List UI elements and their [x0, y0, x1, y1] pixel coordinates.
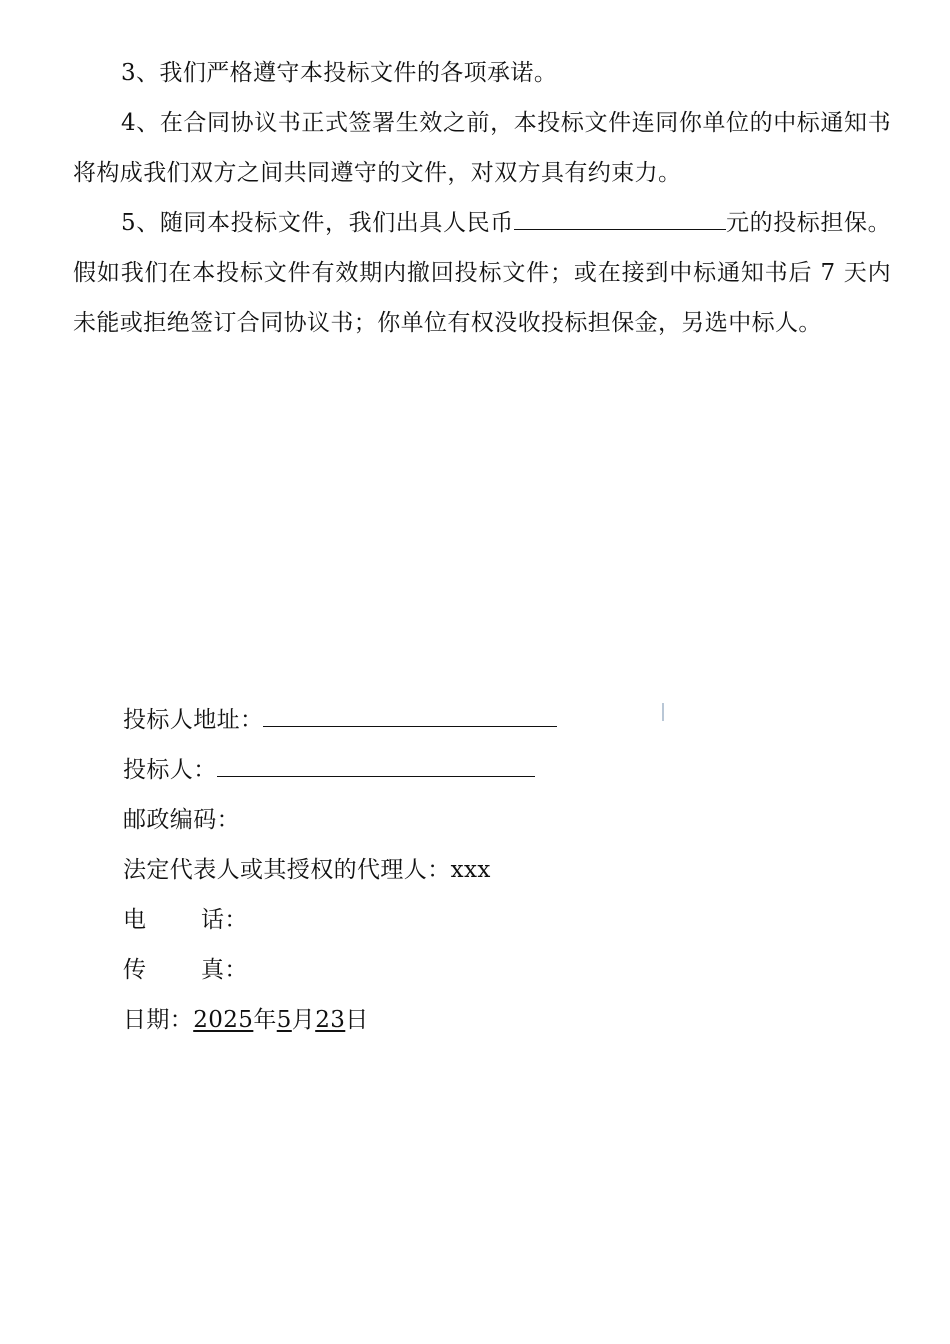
date-day-unit: 日 — [345, 1007, 369, 1033]
paragraph-3-text: 3、我们严格遵守本投标文件的各项承诺。 — [121, 60, 558, 86]
document-body — [73, 48, 891, 348]
fax-row — [123, 945, 723, 995]
paragraph-5-text-after: 元的投标担保。假如我们在本投标文件有效期内撤回投标文件；或在接到中标通知书后 7 天内未能或拒绝签订合同协议书；你单位有权没收投标担保金，另选中标人。 — [73, 210, 891, 336]
postal-code-label: 邮政编码： — [123, 807, 240, 833]
paragraph-5-text-before: 5、随同本投标文件，我们出具人民币 — [121, 210, 514, 236]
date-label: 日期： — [123, 1007, 194, 1033]
address-row — [123, 695, 723, 745]
date-year: 2025 — [193, 1007, 254, 1033]
date-month-unit: 月 — [291, 1007, 316, 1033]
representative-label: 法定代表人或其授权的代理人： — [123, 857, 451, 883]
phone-row — [123, 895, 723, 945]
bidder-blank[interactable] — [217, 750, 535, 777]
address-label: 投标人地址： — [123, 707, 264, 733]
paragraph-4 — [73, 98, 891, 198]
paragraph-3 — [73, 48, 891, 98]
fax-label-second: 真： — [201, 957, 248, 983]
guarantee-amount-blank[interactable] — [514, 203, 726, 230]
bidder-row — [123, 745, 723, 795]
representative-row — [123, 845, 723, 895]
bidder-label: 投标人： — [123, 757, 217, 783]
phone-label-second: 话： — [201, 907, 248, 933]
bidder-info-block — [123, 695, 723, 1045]
fax-label-first: 传 — [123, 957, 147, 983]
postal-code-row — [123, 795, 723, 845]
date-day: 23 — [315, 1007, 346, 1033]
paragraph-5 — [73, 198, 891, 348]
date-year-unit: 年 — [253, 1007, 277, 1033]
paragraph-4-text: 4、在合同协议书正式签署生效之前，本投标文件连同你单位的中标通知书将构成我们双方之间共同遵守的文件，对双方具有约束力。 — [73, 110, 891, 186]
address-blank[interactable] — [263, 700, 557, 727]
date-month: 5 — [276, 1007, 292, 1033]
date-row — [123, 995, 723, 1045]
phone-label-first: 电 — [123, 907, 147, 933]
representative-value: xxx — [450, 857, 491, 883]
